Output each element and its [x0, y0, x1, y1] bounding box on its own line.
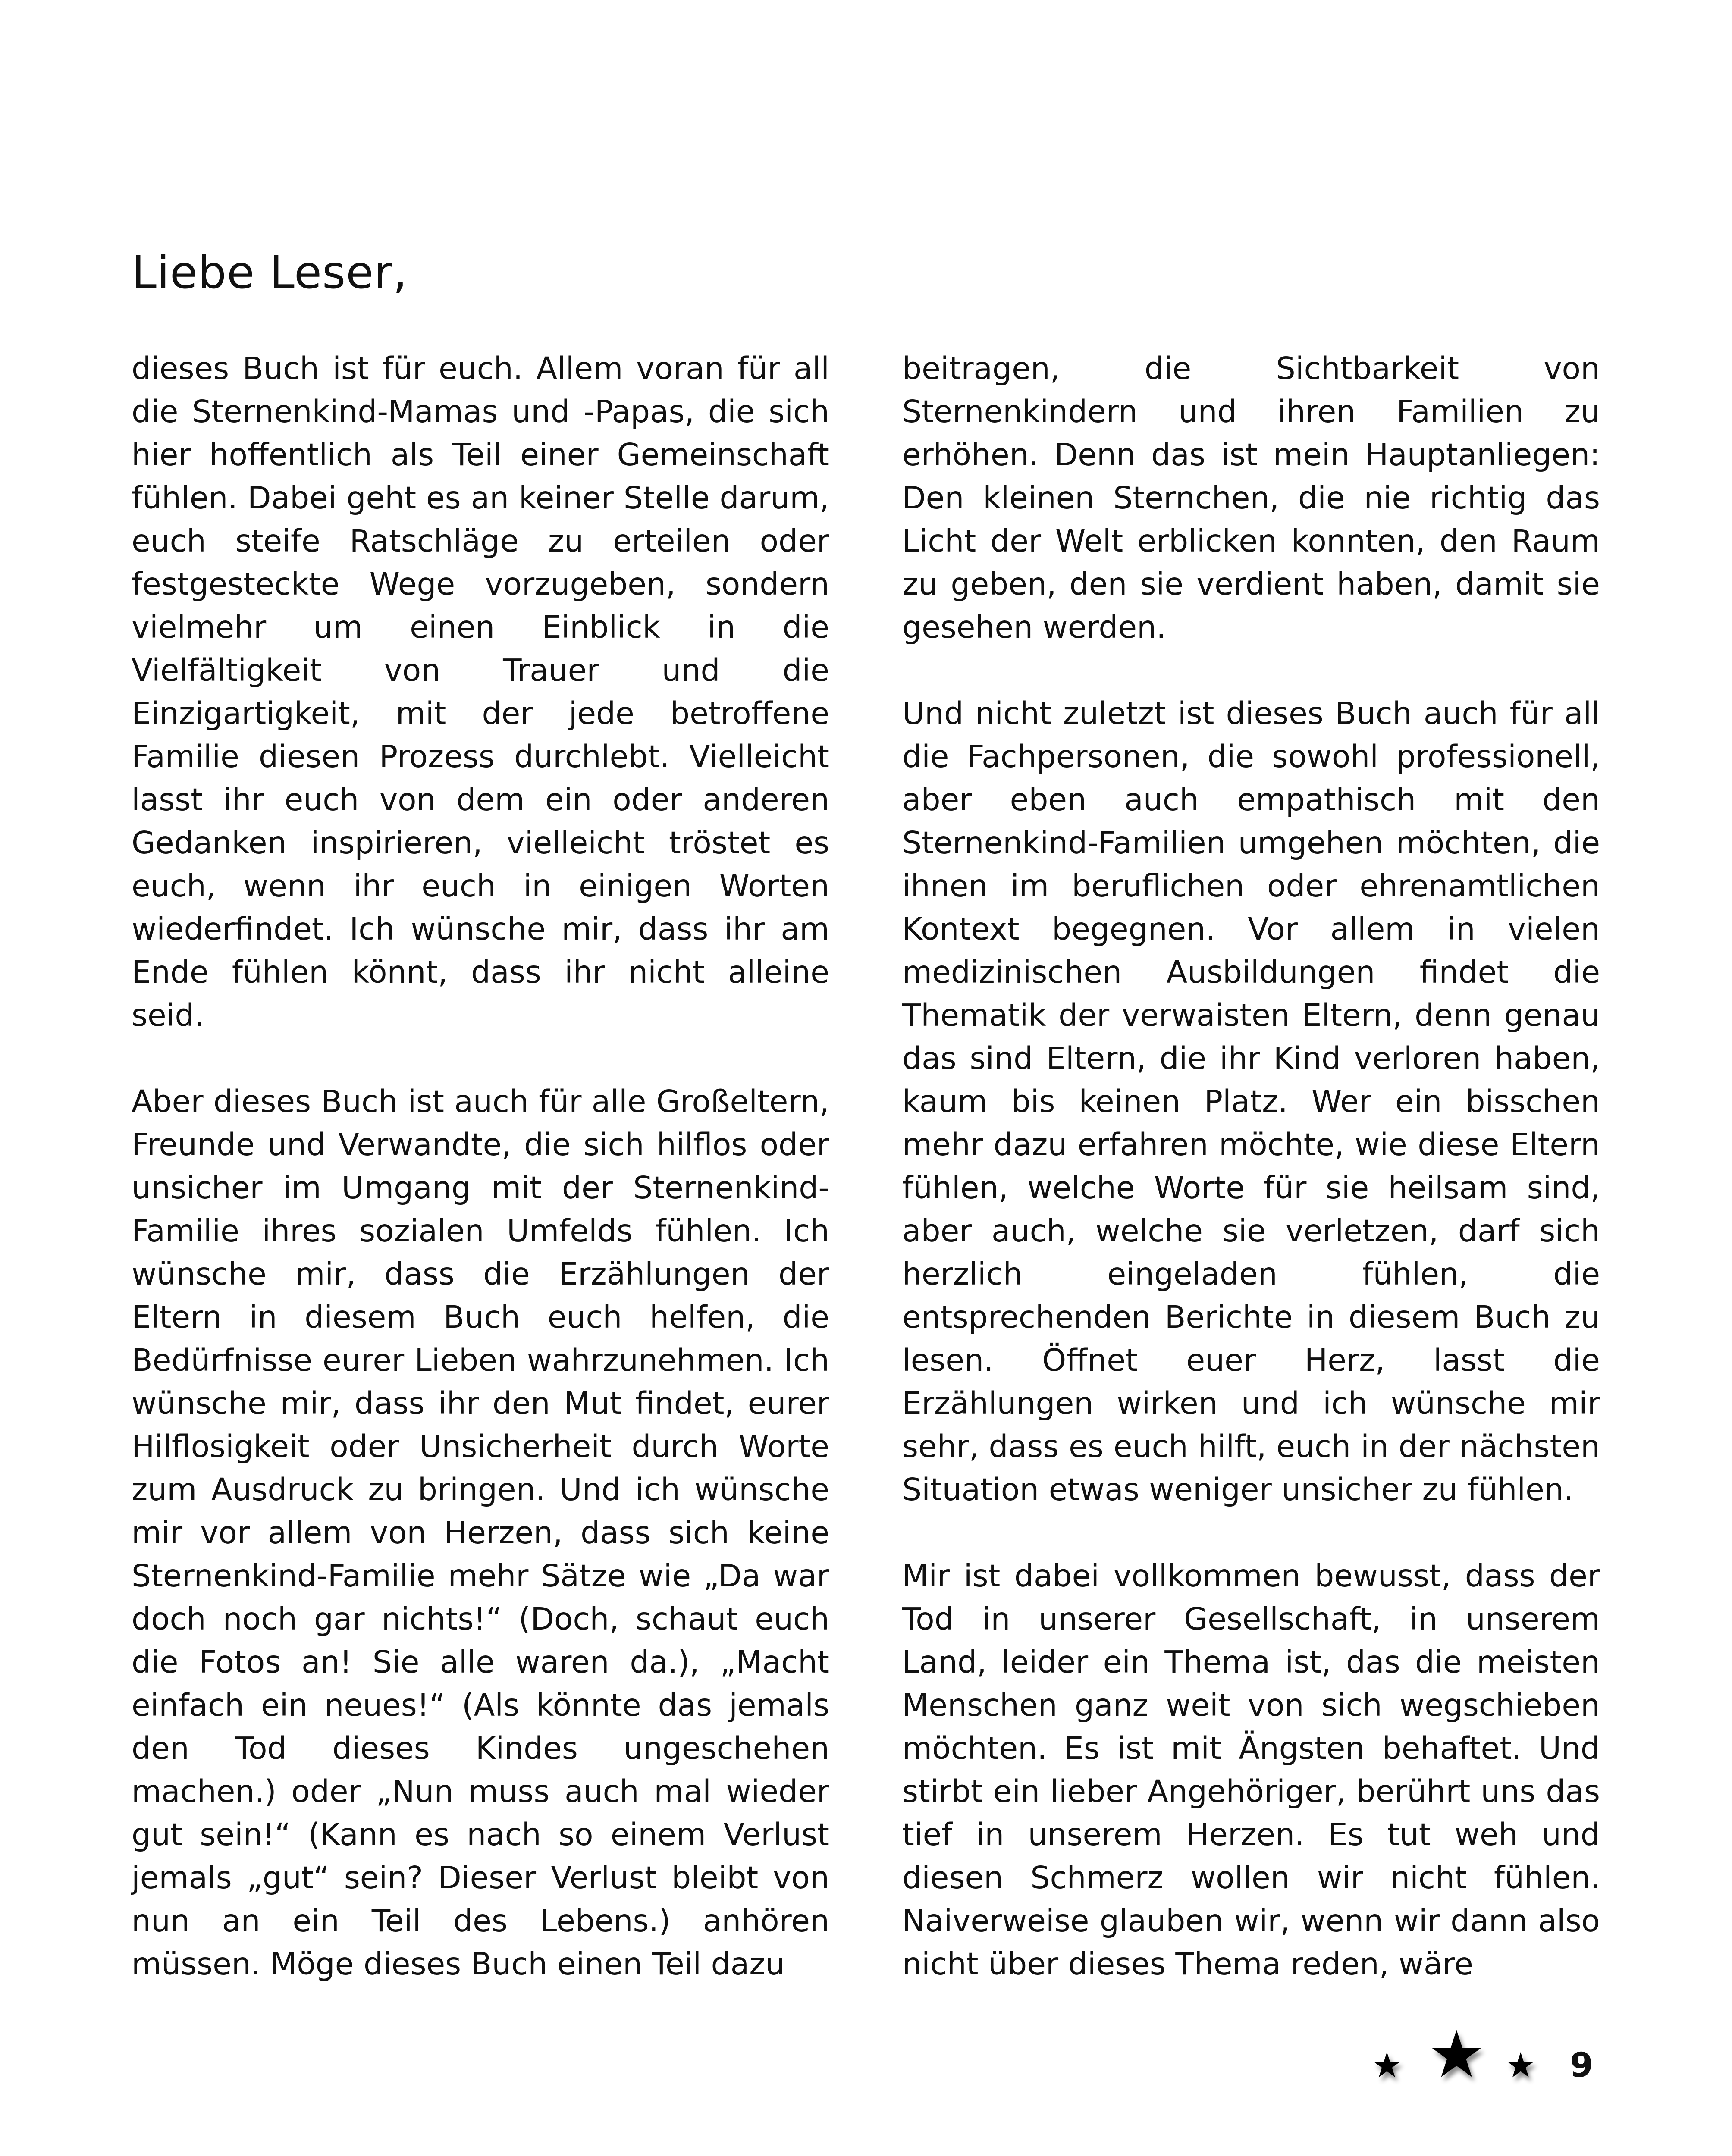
- left-text-column: [132, 347, 829, 1986]
- paragraph: beitragen, die Sichtbarkeit von Sternenkindern und ihren Familien zu erhöhen. Denn das ist mein Hauptanliegen: Den kleinen Sternchen, die nie richtig das Licht der Welt erblicken konnten, den Raum zu geben, den sie verdient haben, damit sie gesehen werden.: [902, 351, 1600, 645]
- paragraph: Aber dieses Buch ist auch für alle Großeltern, Freunde und Verwandte, die sich hilflos oder unsicher im Umgang mit der Sternenkind-Familie ihres sozialen Umfelds fühlen. Ich wünsche mir, dass die Erzählungen der Eltern in diesem Buch euch helfen, die Bedürfnisse eurer Lieben wahrzunehmen. Ich wünsche mir, dass ihr den Mut findet, eurer Hilflosigkeit oder Unsicherheit durch Worte zum Ausdruck zu bringen. Und ich wünsche mir vor allem von Herzen, dass sich keine Sternenkind-Familie mehr Sätze wie „Da war doch noch gar nichts!“ (Doch, schaut euch die Fotos an! Sie alle waren da.), „Macht einfach ein neues!“ (Als könnte das jemals den Tod dieses Kindes ungeschehen machen.) oder „Nun muss auch mal wieder gut sein!“ (Kann es nach so einem Verlust jemals „gut“ sein? Dieser Verlust bleibt von nun an ein Teil des Lebens.) anhören müssen. Möge dieses Buch einen Teil dazu: [132, 1084, 829, 1982]
- small-star-icon: ★: [1371, 2045, 1403, 2085]
- small-star-icon: ★: [1505, 2045, 1536, 2085]
- page-number: 9: [1570, 2046, 1594, 2085]
- paragraph: Mir ist dabei vollkommen bewusst, dass der Tod in unserer Gesellschaft, in unserem Land, leider ein Thema ist, das die meisten Menschen ganz weit von sich wegschieben möchten. Es ist mit Ängsten behaftet. Und stirbt ein lieber Angehöriger, berührt uns das tief in unserem Herzen. Es tut weh und diesen Schmerz wollen wir nicht fühlen. Naiverweise glauben wir, wenn wir dann also nicht über dieses Thema reden, wäre: [902, 1558, 1600, 1982]
- page-footer: [1363, 2017, 1604, 2092]
- page-heading: Liebe Leser,: [132, 246, 408, 299]
- large-star-icon: ★: [1428, 2017, 1486, 2092]
- right-text-column: [902, 347, 1600, 1986]
- paragraph: dieses Buch ist für euch. Allem voran für all die Sternenkind-Mamas und -Papas, die sich hier hoffentlich als Teil einer Gemeinschaft fühlen. Dabei geht es an keiner Stelle darum, euch steife Ratschläge zu erteilen oder festgesteckte Wege vorzugeben, sondern vielmehr um einen Einblick in die Vielfältigkeit von Trauer und die Einzigartigkeit, mit der jede betroffene Familie diesen Prozess durchlebt. Vielleicht lasst ihr euch von dem ein oder anderen Gedanken inspirieren, vielleicht tröstet es euch, wenn ihr euch in einigen Worten wiederfindet. Ich wünsche mir, dass ihr am Ende fühlen könnt, dass ihr nicht alleine seid.: [132, 351, 829, 1033]
- paragraph: Und nicht zuletzt ist dieses Buch auch für all die Fachpersonen, die sowohl professionell, aber eben auch empathisch mit den Sternenkind-Familien umgehen möchten, die ihnen im beruflichen oder ehrenamtlichen Kontext begegnen. Vor allem in vielen medizinischen Ausbildungen findet die Thematik der verwaisten Eltern, denn genau das sind Eltern, die ihr Kind verloren haben, kaum bis keinen Platz. Wer ein bisschen mehr dazu erfahren möchte, wie diese Eltern fühlen, welche Worte für sie heilsam sind, aber auch, welche sie verletzen, darf sich herzlich eingeladen fühlen, die entsprechenden Berichte in diesem Buch zu lesen. Öffnet euer Herz, lasst die Erzählungen wirken und ich wünsche mir sehr, dass es euch hilft, euch in der nächsten Situation etwas weniger unsicher zu fühlen.: [902, 696, 1600, 1507]
